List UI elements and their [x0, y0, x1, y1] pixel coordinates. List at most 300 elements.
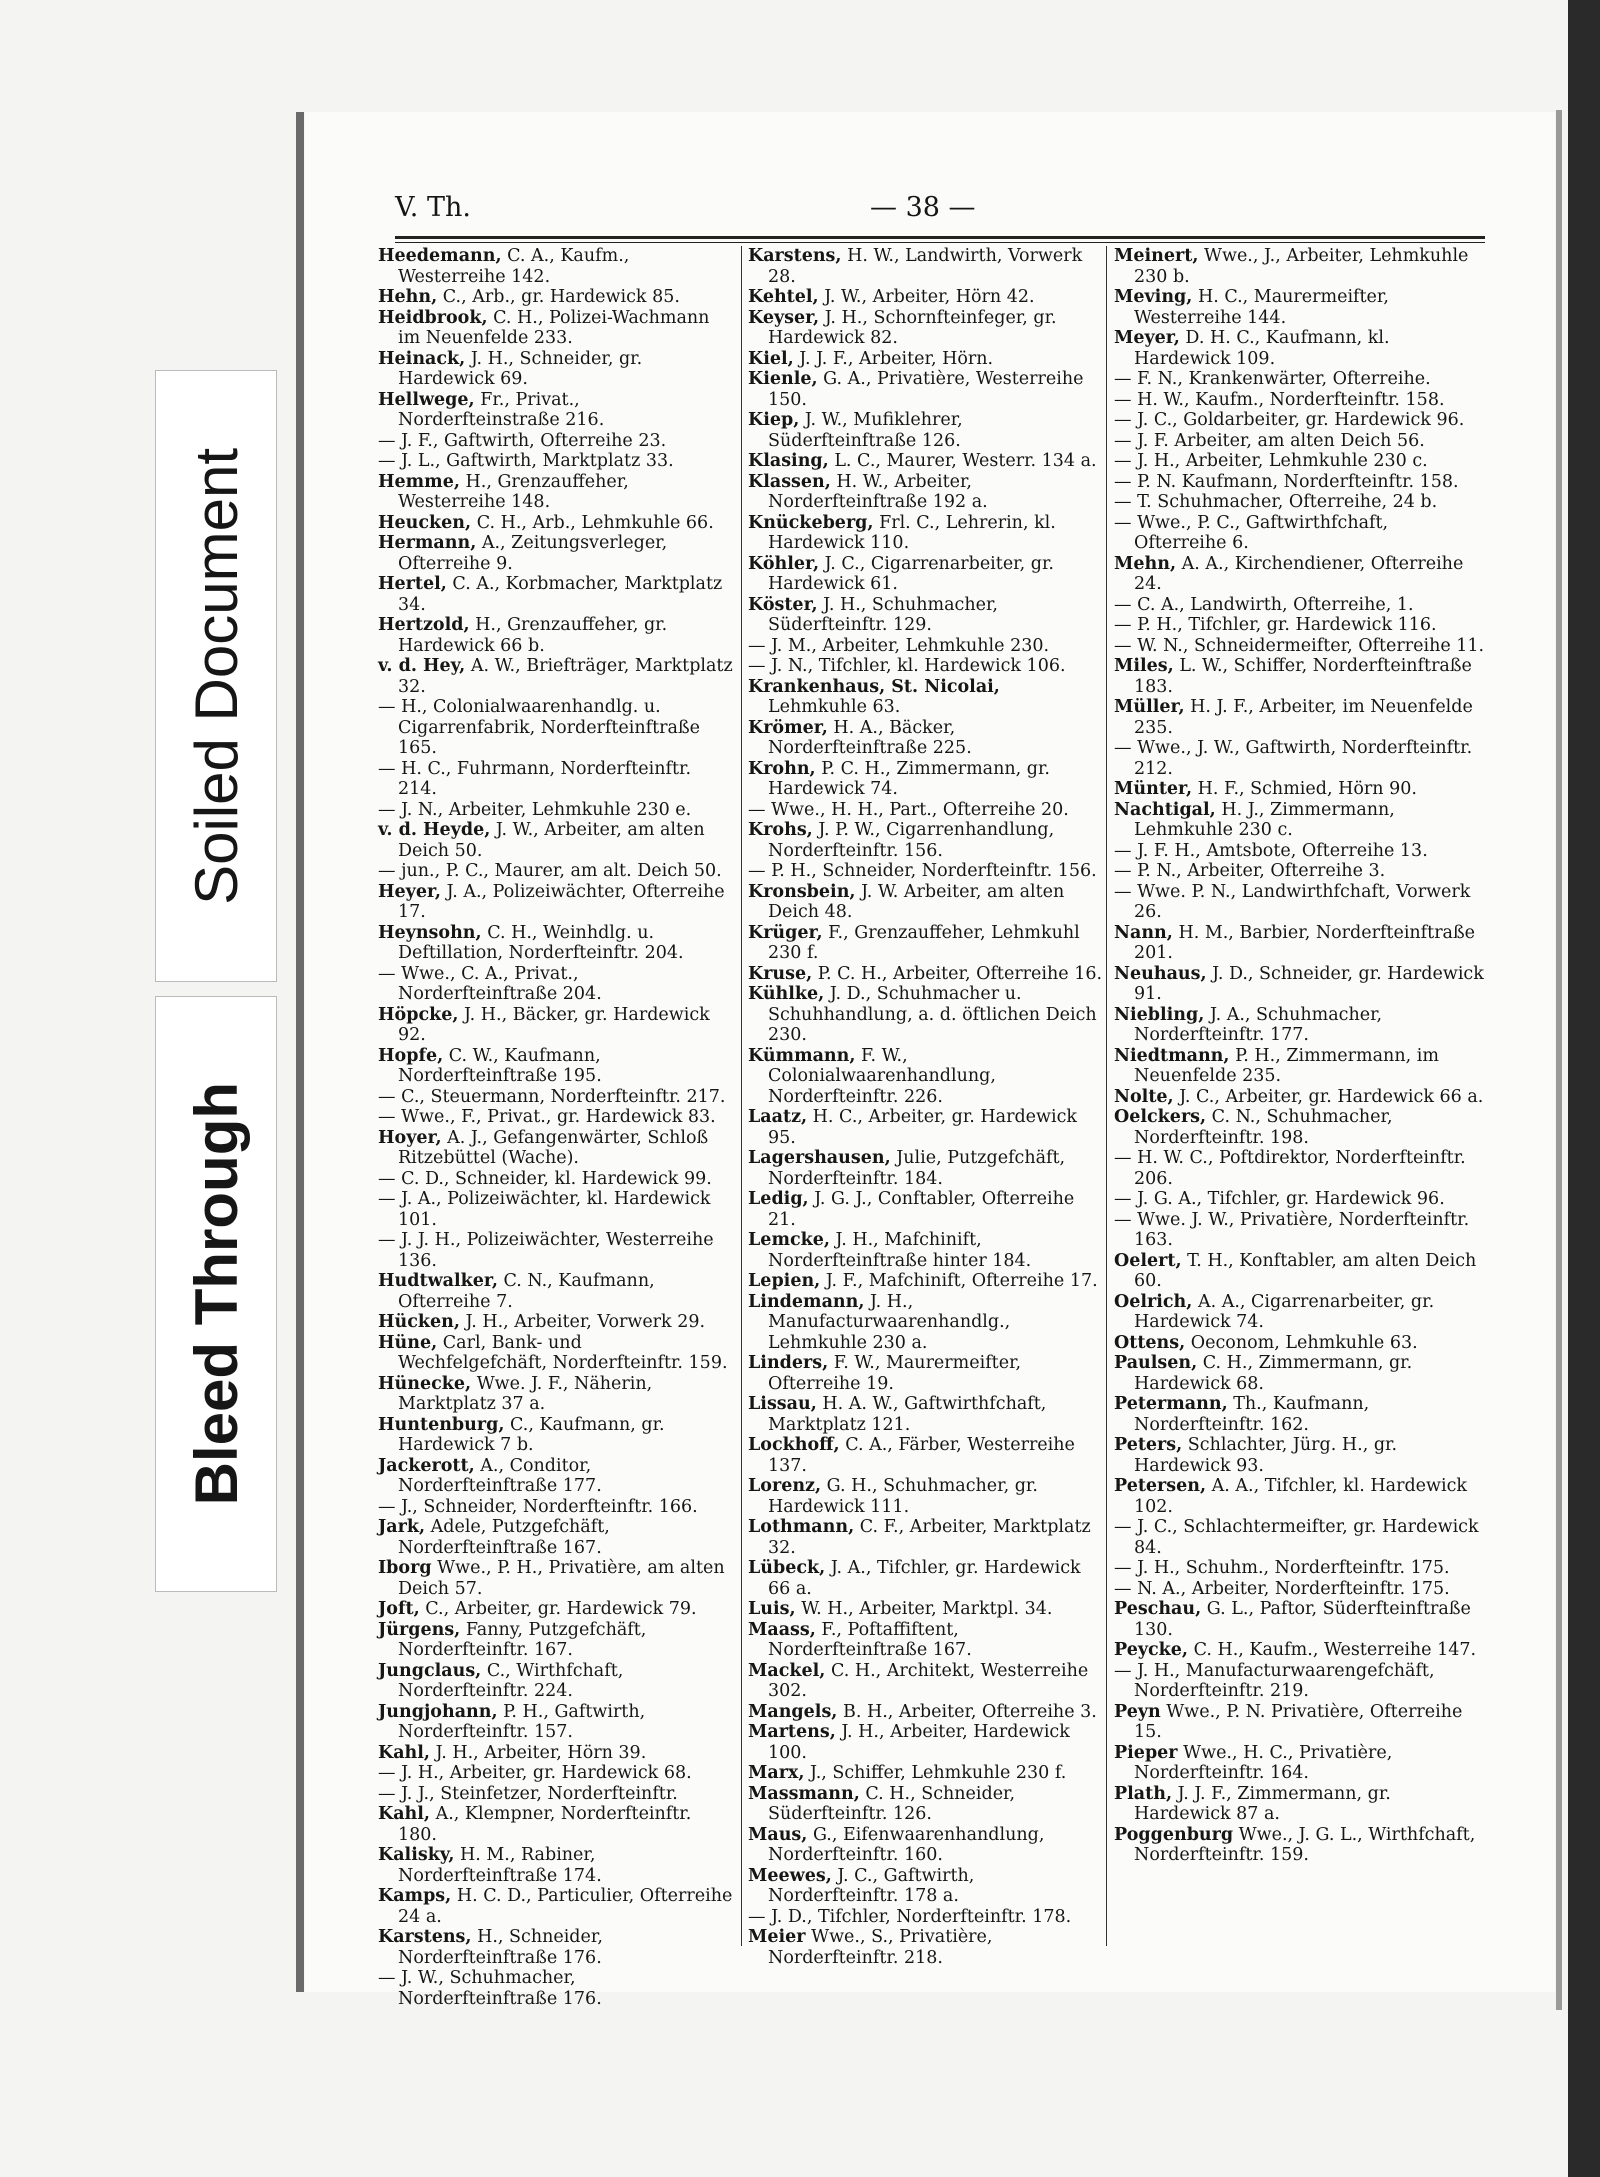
directory-entry: [1114, 738, 1486, 779]
entry-surname: Meinert,: [1114, 246, 1199, 266]
entry-details: P. H., Gaftwirth, Norderfteinftr. 157.: [398, 1701, 646, 1742]
directory-entry: [748, 1107, 1104, 1148]
entry-surname: Hopfe,: [378, 1045, 444, 1066]
entry-details: — J. F., Gaftwirth, Ofterreihe 23.: [378, 430, 667, 451]
directory-entry: [748, 1476, 1104, 1517]
entry-surname: Mehn,: [1114, 553, 1177, 574]
directory-entry: [748, 1722, 1104, 1763]
directory-entry: [378, 759, 734, 800]
entry-surname: Oelrich,: [1114, 1291, 1193, 1312]
entry-surname: Heinack,: [378, 348, 466, 369]
entry-details: — J. N., Arbeiter, Lehmkuhle 230 e.: [378, 799, 692, 820]
entry-surname: Lemcke,: [748, 1230, 830, 1250]
directory-entry: [1114, 1702, 1486, 1743]
entry-details: — J. H., Arbeiter, gr. Hardewick 68.: [378, 1763, 692, 1783]
directory-entry: [378, 1968, 734, 2009]
entry-details: A., Klempner, Norderfteinftr. 180.: [398, 1804, 692, 1845]
entry-details: W. H., Arbeiter, Marktpl. 34.: [795, 1599, 1053, 1619]
entry-details: C. H., Kaufm., Westerreihe 147.: [1188, 1640, 1477, 1660]
entry-details: Wwe. J. F., Näherin, Marktplatz 37 a.: [398, 1373, 653, 1414]
entry-surname: Hüne,: [378, 1332, 438, 1353]
directory-entry: [378, 1374, 734, 1415]
entry-details: J. A., Tifchler, gr. Hardewick 66 a.: [768, 1558, 1081, 1599]
entry-surname: Krohs,: [748, 820, 813, 840]
directory-entry: [748, 882, 1104, 923]
directory-entry: [1114, 923, 1486, 964]
entry-surname: Kahl,: [378, 1804, 431, 1824]
directory-entry: [1114, 1640, 1486, 1661]
entry-details: Adele, Putzgefchäft, Norderfteinftraße 167.: [398, 1517, 610, 1558]
entry-details: A., Conditor, Norderfteinftraße 177.: [398, 1455, 602, 1496]
directory-entry: [378, 1333, 734, 1374]
entry-details: — C., Steuermann, Norderfteinftr. 217.: [378, 1086, 726, 1107]
directory-entry: [748, 369, 1104, 410]
entry-surname: Niebling,: [1114, 1004, 1205, 1025]
entry-surname: Luis,: [748, 1599, 796, 1619]
page-header: [395, 188, 1485, 232]
directory-entry: [748, 984, 1104, 1046]
entry-surname: Marx,: [748, 1763, 805, 1783]
entry-details: A. A., Kirchendiener, Ofterreihe 24.: [1134, 553, 1464, 594]
entry-details: J. D., Schneider, gr. Hardewick 91.: [1134, 963, 1484, 1004]
entry-surname: Ledig,: [748, 1189, 809, 1209]
directory-entry: [378, 861, 734, 882]
entry-details: J. H., Schornfteinfeger, gr. Hardewick 82.: [768, 307, 1057, 348]
bleed-through-label: Bleed Through: [182, 1082, 250, 1506]
page-edge-right-inner: [1556, 110, 1562, 2010]
entry-surname: Karstens,: [378, 1927, 472, 1947]
directory-entry: [1114, 1743, 1486, 1784]
directory-entry: [1114, 390, 1486, 411]
directory-entry: [748, 1292, 1104, 1354]
entry-details: C. N., Kaufmann, Ofterreihe 7.: [398, 1271, 655, 1312]
entry-details: J. W. Arbeiter, am alten Deich 48.: [768, 881, 1065, 922]
entry-details: — C. D., Schneider, kl. Hardewick 99.: [378, 1168, 712, 1189]
directory-entry: [378, 1189, 734, 1230]
entry-details: C. H., Zimmermann, gr. Hardewick 68.: [1134, 1353, 1413, 1394]
directory-entry: [1114, 1107, 1486, 1148]
entry-details: P. C. H., Arbeiter, Ofterreihe 16.: [812, 963, 1103, 984]
entry-surname: Hudtwalker,: [378, 1271, 498, 1291]
entry-details: L. W., Schiffer, Norderfteinftraße 183.: [1134, 656, 1472, 697]
entry-surname: Heyer,: [378, 881, 442, 902]
entry-surname: Poggenburg: [1114, 1824, 1234, 1845]
directory-entry: [378, 1230, 734, 1271]
entry-surname: Lepien,: [748, 1271, 821, 1291]
entry-details: C. F., Arbeiter, Marktplatz 32.: [768, 1517, 1091, 1558]
directory-entry: [748, 287, 1104, 308]
directory-entry: [1114, 1476, 1486, 1517]
page-number: — 38 —: [870, 192, 976, 223]
entry-surname: Peschau,: [1114, 1599, 1202, 1619]
entry-surname: Massmann,: [748, 1783, 860, 1804]
entry-details: — J. N., Tifchler, kl. Hardewick 106.: [748, 656, 1066, 676]
entry-surname: Krankenhaus, St. Nicolai,: [748, 676, 1000, 697]
entry-details: C. A., Kaufm., Westerreihe 142.: [398, 246, 630, 287]
directory-entry: [1114, 1661, 1486, 1702]
entry-surname: Lorenz,: [748, 1476, 822, 1496]
directory-entry: [748, 861, 1104, 882]
entry-details: T. H., Konftabler, am alten Deich 60.: [1134, 1250, 1477, 1291]
entry-surname: Kruse,: [748, 963, 813, 984]
entry-surname: Jungclaus,: [378, 1660, 482, 1681]
entry-surname: Peycke,: [1114, 1640, 1188, 1660]
directory-entry: [748, 1907, 1104, 1928]
entry-details: J. H., Manufacturwaarenhandlg., Lehmkuhle 230 a.: [768, 1291, 1011, 1353]
entry-surname: Oelckers,: [1114, 1107, 1207, 1127]
directory-entry: [748, 472, 1104, 513]
directory-entry: [1114, 369, 1486, 390]
entry-surname: Hertel,: [378, 574, 447, 594]
entry-details: Oeconom, Lehmkuhle 63.: [1185, 1332, 1418, 1353]
directory-entry: [748, 1230, 1104, 1271]
directory-entry: [748, 1784, 1104, 1825]
directory-entry: [378, 472, 734, 513]
entry-details: H. A., Bäcker, Norderfteinftraße 225.: [768, 717, 972, 758]
entry-details: H. J., Zimmermann, Lehmkuhle 230 c.: [1134, 799, 1395, 840]
directory-entry: [1114, 1189, 1486, 1210]
directory-entry: [378, 1415, 734, 1456]
entry-surname: Nolte,: [1114, 1086, 1174, 1107]
entry-details: G. A., Privatière, Westerreihe 150.: [768, 369, 1084, 410]
entry-details: J. P. W., Cigarrenhandlung, Norderfteinftr. 156.: [768, 820, 1055, 861]
directory-entry: [748, 1927, 1104, 1968]
directory-entry: [378, 800, 734, 821]
entry-details: — H. W., Kaufm., Norderfteinftr. 158.: [1114, 389, 1445, 410]
entry-details: — H., Colonialwaarenhandlg. u. Cigarrenfabrik, Norderfteinftraße 165.: [378, 697, 701, 758]
directory-entry: [748, 1517, 1104, 1558]
entry-surname: Hertzold,: [378, 615, 470, 635]
entry-details: C. H., Schneider, Süderfteinftr. 126.: [768, 1783, 1016, 1824]
entry-surname: Lübeck,: [748, 1558, 826, 1578]
entry-details: H., Grenzauffeher, Westerreihe 148.: [398, 471, 629, 512]
directory-entry: [1114, 1599, 1486, 1640]
entry-details: — J. L., Gaftwirth, Marktplatz 33.: [378, 451, 674, 471]
entry-details: Wwe., J., Arbeiter, Lehmkuhle 230 b.: [1134, 246, 1469, 287]
directory-entry: [378, 390, 734, 431]
entry-surname: Kahl,: [378, 1742, 431, 1763]
entry-surname: Paulsen,: [1114, 1353, 1198, 1373]
entry-details: H., Schneider, Norderfteinftraße 176.: [398, 1927, 603, 1968]
entry-surname: Hermann,: [378, 533, 477, 553]
directory-entry: [1114, 1292, 1486, 1333]
entry-details: — Wwe., J. W., Gaftwirth, Norderfteinftr. 212.: [1114, 738, 1473, 779]
entry-surname: Hehn,: [378, 287, 438, 307]
entry-details: — J. W., Schuhmacher, Norderfteinftraße 176.: [378, 1968, 602, 2009]
directory-entry: [378, 1312, 734, 1333]
directory-entry: [748, 1661, 1104, 1702]
entry-details: C., Wirthfchaft, Norderfteinftr. 224.: [398, 1660, 624, 1701]
directory-entry: [1114, 1825, 1486, 1866]
entry-details: — J. F. Arbeiter, am alten Deich 56.: [1114, 430, 1425, 451]
directory-entry: [1114, 964, 1486, 1005]
entry-surname: Linders,: [748, 1353, 829, 1373]
directory-entry: [1114, 431, 1486, 452]
directory-entry: [1114, 287, 1486, 328]
entry-surname: Neuhaus,: [1114, 963, 1207, 984]
entry-details: — J. C., Schlachtermeifter, gr. Hardewick 84.: [1114, 1517, 1479, 1558]
column-divider-1: [741, 246, 742, 1946]
entry-details: — H. W. C., Poftdirektor, Norderfteinftr. 206.: [1114, 1148, 1466, 1189]
section-label: V. Th.: [395, 192, 471, 223]
entry-details: — J. D., Tifchler, Norderfteinftr. 178.: [748, 1906, 1072, 1927]
entry-surname: Kühlke,: [748, 984, 825, 1004]
entry-surname: Müller,: [1114, 697, 1185, 717]
entry-details: J. G. J., Conftabler, Ofterreihe 21.: [768, 1189, 1075, 1230]
directory-entry: [748, 1046, 1104, 1108]
directory-entry: [1114, 636, 1486, 657]
entry-details: J. J. F., Arbeiter, Hörn.: [793, 348, 994, 369]
directory-entry: [378, 451, 734, 472]
entry-details: Wwe., P. H., Privatière, am alten Deich 57.: [398, 1558, 725, 1599]
directory-entry: [748, 718, 1104, 759]
entry-details: C. A., Färber, Westerreihe 137.: [768, 1435, 1075, 1476]
entry-details: H. J. F., Arbeiter, im Neuenfelde 235.: [1134, 697, 1473, 738]
entry-surname: Hoyer,: [378, 1127, 442, 1148]
entry-surname: Iborg: [378, 1558, 432, 1578]
entry-surname: Jürgens,: [378, 1619, 461, 1640]
entry-surname: Huntenburg,: [378, 1414, 505, 1435]
entry-surname: Jungjohann,: [378, 1701, 498, 1722]
entry-details: — Wwe. J. W., Privatière, Norderfteinftr. 163.: [1114, 1209, 1470, 1250]
entry-surname: Joft,: [378, 1599, 420, 1619]
directory-entry: [748, 1558, 1104, 1599]
entry-details: J. W., Arbeiter, Hörn 42.: [818, 287, 1035, 307]
entry-surname: Maus,: [748, 1824, 808, 1845]
entry-details: J. W., Arbeiter, am alten Deich 50.: [398, 820, 705, 861]
directory-entry: [378, 882, 734, 923]
entry-details: F., Grenzauffeher, Lehmkuhl 230 f.: [768, 922, 1080, 963]
directory-entry: [748, 1599, 1104, 1620]
entry-details: L. C., Maurer, Westerr. 134 a.: [828, 451, 1097, 471]
directory-entry: [1114, 1005, 1486, 1046]
entry-details: J. F., Mafchinift, Ofterreihe 17.: [820, 1271, 1098, 1291]
entry-details: H. C. D., Particulier, Ofterreihe 24 a.: [398, 1886, 733, 1927]
entry-surname: Keyser,: [748, 307, 820, 328]
entry-details: A. A., Cigarrenarbeiter, gr. Hardewick 74.: [1134, 1291, 1435, 1332]
entry-details: — W. N., Schneidermeifter, Ofterreihe 11.: [1114, 635, 1485, 656]
entry-details: J. H., Bäcker, gr. Hardewick 92.: [398, 1004, 710, 1045]
entry-details: — J. H., Arbeiter, Lehmkuhle 230 c.: [1114, 451, 1428, 471]
entry-details: — P. H., Schneider, Norderfteinftr. 156.: [748, 861, 1097, 881]
entry-details: Fr., Privat., Norderfteinstraße 216.: [398, 389, 605, 430]
entry-details: F. W., Colonialwaarenhandlung, Norderfteinftr. 226.: [768, 1045, 996, 1107]
directory-entry: [378, 1169, 734, 1190]
entry-surname: Kiel,: [748, 348, 794, 369]
directory-entry: [378, 923, 734, 964]
entry-details: — J. H., Schuhm., Norderfteinftr. 175.: [1114, 1558, 1450, 1578]
entry-surname: Jark,: [378, 1517, 426, 1537]
directory-entry: [378, 1517, 734, 1558]
entry-surname: Kamps,: [378, 1886, 452, 1906]
directory-entry: [748, 1825, 1104, 1866]
entry-surname: Martens,: [748, 1722, 836, 1742]
soiled-document-label-box: [155, 370, 277, 982]
entry-details: G. L., Paftor, Süderfteinftraße 130.: [1134, 1599, 1471, 1640]
directory-entry: [748, 1702, 1104, 1723]
entry-surname: Peyn: [1114, 1701, 1161, 1722]
entry-details: J., Schiffer, Lehmkuhle 230 f.: [804, 1763, 1067, 1783]
entry-surname: Maass,: [748, 1619, 816, 1640]
entry-details: — Wwe. P. N., Landwirthfchaft, Vorwerk 26.: [1114, 881, 1471, 922]
entry-details: C. H., Arb., Lehmkuhle 66.: [471, 512, 714, 533]
directory-entry: [1114, 451, 1486, 472]
directory-entry: [748, 1763, 1104, 1784]
directory-entry: [378, 1599, 734, 1620]
entry-details: — P. N. Kaufmann, Norderfteinftr. 158.: [1114, 471, 1459, 492]
directory-entry: [378, 1107, 734, 1128]
entry-surname: Meier: [748, 1927, 806, 1947]
directory-entry: [378, 615, 734, 656]
entry-details: J. J. F., Zimmermann, gr. Hardewick 87 a.: [1134, 1783, 1391, 1824]
directory-entry: [748, 656, 1104, 677]
directory-entry: [378, 1005, 734, 1046]
entry-details: — P. N., Arbeiter, Ofterreihe 3.: [1114, 861, 1386, 881]
entry-details: — H. C., Fuhrmann, Norderfteinftr. 214.: [378, 758, 692, 799]
entry-surname: v. d. Heyde,: [378, 820, 491, 840]
entry-details: Carl, Bank- und Wechfelgefchäft, Norderfteinftr. 159.: [398, 1332, 728, 1373]
entry-details: C. H., Polizei-Wachmann im Neuenfelde 233.: [398, 307, 710, 348]
entry-details: Lehmkuhle 63.: [768, 697, 901, 717]
directory-entry: [748, 554, 1104, 595]
directory-entry: [378, 820, 734, 861]
directory-entry: [748, 759, 1104, 800]
directory-entry: [378, 1784, 734, 1805]
entry-surname: Knückeberg,: [748, 512, 874, 533]
directory-entry: [1114, 472, 1486, 493]
entry-details: J. H., Schneider, gr. Hardewick 69.: [398, 348, 643, 389]
entry-surname: Oelert,: [1114, 1250, 1182, 1271]
entry-surname: Kümmann,: [748, 1045, 856, 1066]
entry-details: H. M., Rabiner, Norderfteinftraße 174.: [398, 1845, 602, 1886]
directory-entry: [1114, 861, 1486, 882]
entry-details: — F. N., Krankenwärter, Ofterreihe.: [1114, 369, 1431, 389]
directory-entry: [378, 1845, 734, 1886]
directory-entry: [378, 1497, 734, 1518]
directory-entry: [378, 308, 734, 349]
directory-entry: [748, 800, 1104, 821]
directory-entry: [1114, 1046, 1486, 1087]
directory-entry: [748, 1353, 1104, 1394]
entry-details: Julie, Putzgefchäft, Norderfteinftr. 184.: [768, 1148, 1066, 1189]
directory-entry: [378, 246, 734, 287]
directory-entry: [378, 349, 734, 390]
entry-details: C. W., Kaufmann, Norderfteinftraße 195.: [398, 1045, 602, 1086]
directory-entry: [1114, 882, 1486, 923]
directory-entry: [1114, 1517, 1486, 1558]
directory-entry: [1114, 779, 1486, 800]
entry-details: — jun., P. C., Maurer, am alt. Deich 50.: [378, 861, 722, 881]
directory-entry: [1114, 492, 1486, 513]
entry-surname: Meving,: [1114, 287, 1193, 307]
directory-entry: [748, 1189, 1104, 1230]
entry-details: H. W., Landwirth, Vorwerk 28.: [768, 246, 1083, 287]
entry-details: F., Poftaffiftent, Norderfteinftraße 167.: [768, 1619, 972, 1660]
entry-surname: Plath,: [1114, 1783, 1173, 1804]
entry-surname: Laatz,: [748, 1107, 808, 1127]
column-divider-2: [1106, 246, 1107, 1946]
entry-surname: Jackerott,: [378, 1455, 475, 1476]
entry-details: J. W., Mufiklehrer, Süderfteinftraße 126.: [768, 410, 963, 451]
entry-details: H. W., Arbeiter, Norderfteinftraße 192 a.: [768, 471, 988, 512]
entry-details: Frl. C., Lehrerin, kl. Hardewick 110.: [768, 512, 1056, 553]
directory-entry: [1114, 697, 1486, 738]
entry-surname: Nachtigal,: [1114, 799, 1216, 820]
bleed-through-label-box: [155, 996, 277, 1592]
directory-entry: [378, 656, 734, 697]
directory-entry: [748, 1271, 1104, 1292]
soiled-document-label: Soiled Document: [182, 447, 250, 905]
entry-details: — N. A., Arbeiter, Norderfteinftr. 175.: [1114, 1578, 1450, 1599]
page-edge-right: [1568, 0, 1600, 2177]
directory-entry: [378, 1661, 734, 1702]
directory-entry: [378, 1804, 734, 1845]
directory-entry: [378, 287, 734, 308]
entry-details: — J. M., Arbeiter, Lehmkuhle 230.: [748, 635, 1050, 656]
entry-surname: Lagershausen,: [748, 1148, 891, 1168]
entry-surname: Krömer,: [748, 717, 828, 738]
entry-details: — Wwe., P. C., Gaftwirthfchaft, Ofterreihe 6.: [1114, 512, 1389, 553]
directory-entry: [748, 1866, 1104, 1907]
directory-entry: [378, 1927, 734, 1968]
entry-details: Wwe., J. G. L., Wirthfchaft, Norderfteinftr. 159.: [1134, 1824, 1476, 1865]
directory-entry: [1114, 1558, 1486, 1579]
entry-surname: Niedtmann,: [1114, 1045, 1230, 1066]
entry-details: D. H. C., Kaufmann, kl. Hardewick 109.: [1134, 328, 1390, 369]
entry-surname: Petersen,: [1114, 1476, 1207, 1496]
entry-surname: Karstens,: [748, 246, 842, 266]
directory-entry: [378, 1558, 734, 1599]
entry-details: A. A., Tifchler, kl. Hardewick 102.: [1134, 1476, 1467, 1517]
directory-entry: [1114, 1353, 1486, 1394]
entry-details: P. C. H., Zimmermann, gr. Hardewick 74.: [768, 758, 1050, 799]
entry-surname: Hünecke,: [378, 1373, 472, 1394]
entry-surname: Klassen,: [748, 471, 831, 492]
entry-details: A. W., Briefträger, Marktplatz 32.: [398, 656, 733, 697]
directory-entry: [1114, 1333, 1486, 1354]
entry-details: H., Grenzauffeher, gr. Hardewick 66 b.: [398, 615, 668, 656]
entry-surname: Pieper: [1114, 1742, 1178, 1763]
entry-details: H. A. W., Gaftwirthfchaft, Marktplatz 121.: [768, 1394, 1047, 1435]
entry-details: J. H., Arbeiter, Hörn 39.: [430, 1742, 647, 1763]
entry-surname: v. d. Hey,: [378, 656, 466, 676]
directory-entry: [378, 964, 734, 1005]
entry-details: J. H., Arbeiter, Vorwerk 29.: [460, 1312, 706, 1332]
directory-entry: [748, 1394, 1104, 1435]
entry-details: C., Kaufmann, gr. Hardewick 7 b.: [398, 1414, 665, 1455]
directory-entry: [378, 1702, 734, 1743]
entry-surname: Hellwege,: [378, 389, 475, 410]
entry-surname: Krohn,: [748, 758, 816, 779]
directory-entry: [748, 1435, 1104, 1476]
entry-surname: Hücken,: [378, 1312, 460, 1332]
entry-details: — Wwe., H. H., Part., Ofterreihe 20.: [748, 799, 1069, 820]
directory-entry: [1114, 410, 1486, 431]
entry-details: B. H., Arbeiter, Ofterreihe 3.: [837, 1701, 1097, 1722]
directory-entry: [1114, 1251, 1486, 1292]
directory-entry: [748, 923, 1104, 964]
entry-surname: Miles,: [1114, 656, 1174, 676]
directory-entry: [748, 513, 1104, 554]
entry-details: J. C., Cigarrenarbeiter, gr. Hardewick 61.: [768, 553, 1054, 594]
entry-surname: Hemme,: [378, 471, 460, 492]
entry-surname: Kronsbein,: [748, 881, 856, 902]
entry-details: Wwe., S., Privatière, Norderfteinftr. 218.: [768, 1927, 993, 1968]
entry-surname: Kehtel,: [748, 287, 819, 307]
entry-surname: Lothmann,: [748, 1517, 855, 1537]
directory-entry: [748, 410, 1104, 451]
entry-details: A., Zeitungsverleger, Ofterreihe 9.: [398, 533, 668, 574]
